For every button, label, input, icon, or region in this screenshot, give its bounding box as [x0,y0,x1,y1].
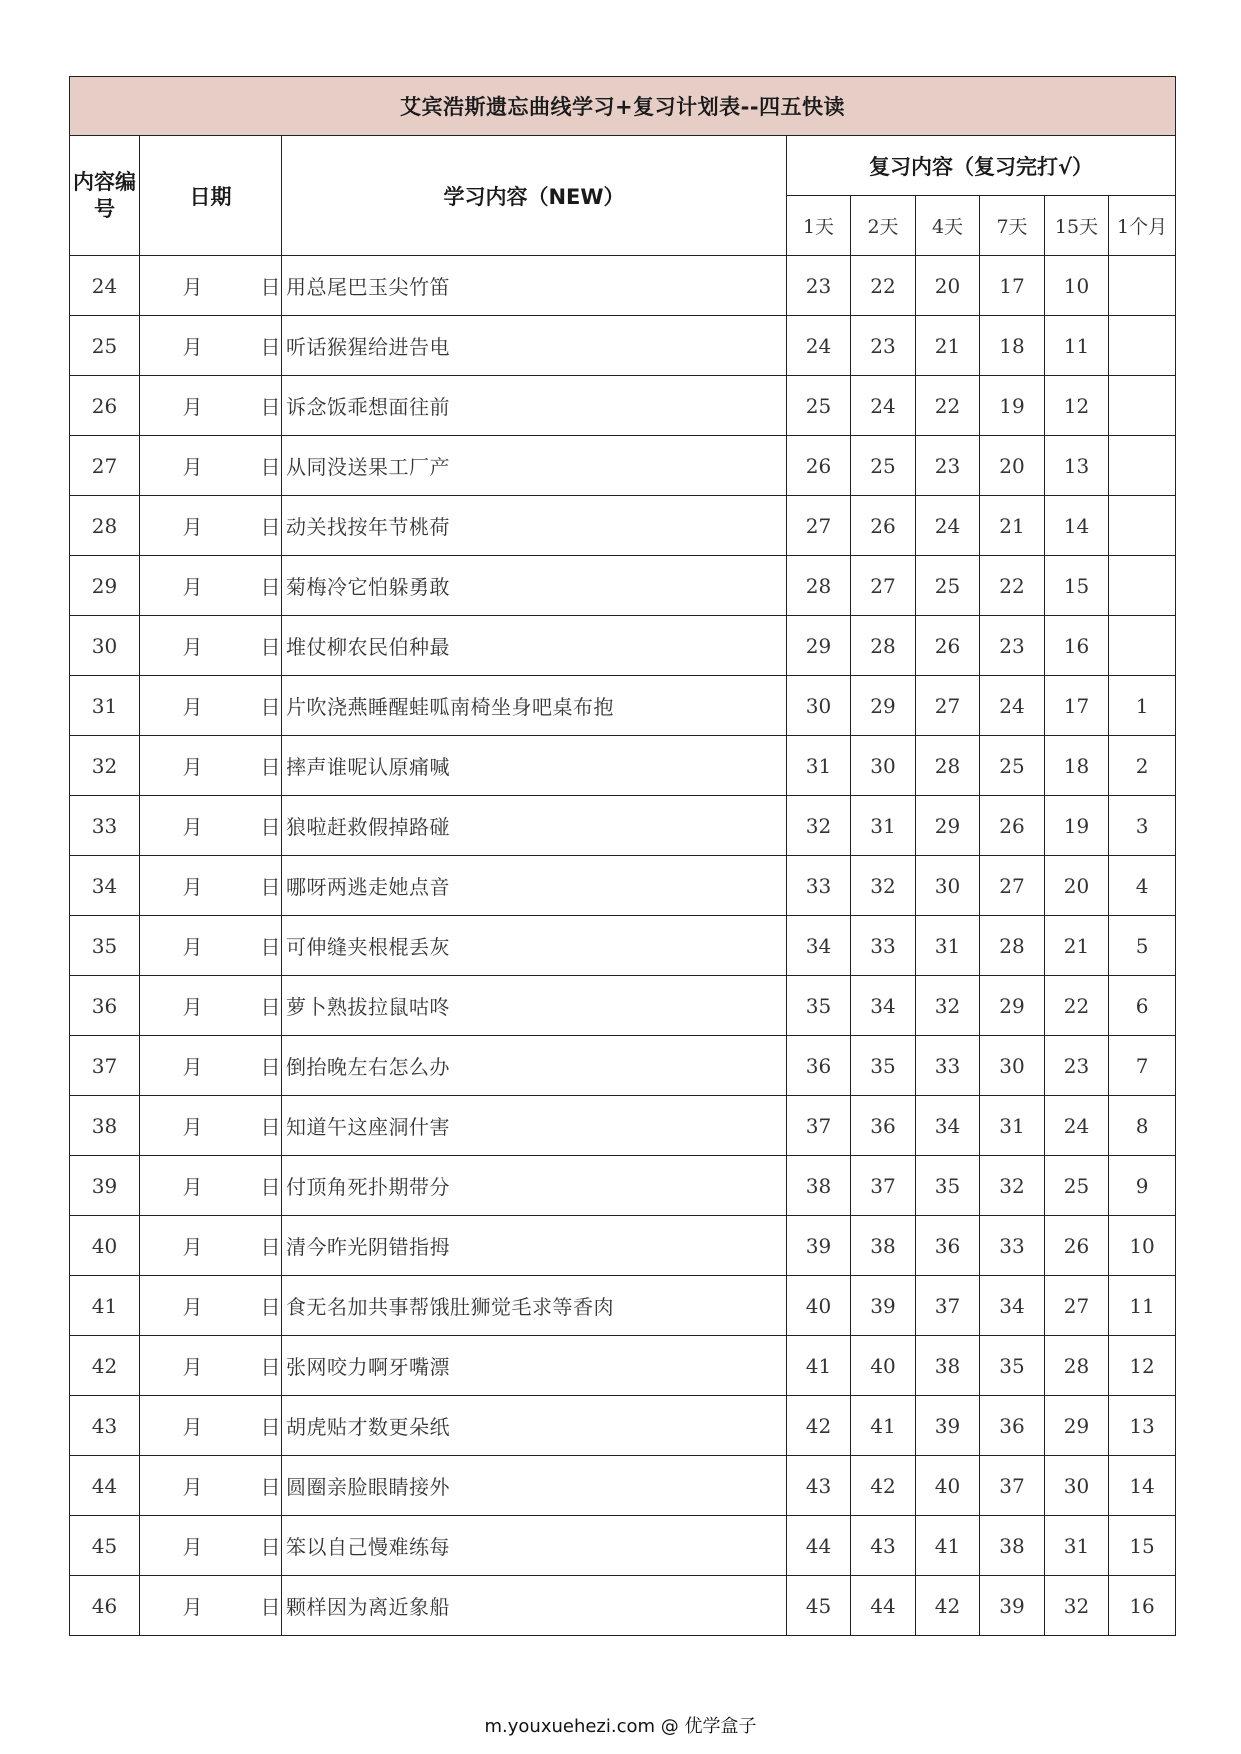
study-content-cell: 食无名加共事帮饿肚狮觉毛求等香肉 [282,1276,787,1336]
month-label: 月 [182,635,203,659]
review-cell[interactable]: 2 [1109,736,1176,796]
review-cell[interactable] [1109,616,1176,676]
day-label: 日 [260,875,281,899]
month-label: 月 [182,1055,203,1079]
date-cell[interactable] [140,436,282,496]
review-cell[interactable]: 23 [916,436,980,496]
review-cell[interactable]: 16 [1109,1576,1176,1636]
review-cell[interactable]: 15 [1109,1516,1176,1576]
review-cell[interactable]: 36 [916,1216,980,1276]
day-label: 日 [260,575,281,599]
date-cell[interactable] [140,496,282,556]
date-cell[interactable] [140,1456,282,1516]
review-cell[interactable]: 39 [916,1396,980,1456]
content-number-cell: 40 [70,1216,140,1276]
table-row [70,1156,1176,1216]
review-cell[interactable]: 38 [980,1516,1045,1576]
review-cell[interactable]: 40 [916,1456,980,1516]
review-cell[interactable]: 38 [851,1216,916,1276]
month-label: 月 [182,755,203,779]
review-cell[interactable]: 40 [851,1336,916,1396]
day-label: 日 [260,1115,281,1139]
review-cell[interactable]: 14 [1045,496,1109,556]
study-content-cell: 从同没送果工厂产 [282,436,787,496]
review-cell[interactable]: 25 [1045,1156,1109,1216]
content-number-cell: 37 [70,1036,140,1096]
table-row [70,1516,1176,1576]
date-cell[interactable] [140,1156,282,1216]
header-review-day: 2天 [851,196,916,256]
table-row [70,376,1176,436]
review-cell[interactable]: 37 [916,1276,980,1336]
content-number-cell: 39 [70,1156,140,1216]
review-cell[interactable]: 42 [787,1396,851,1456]
date-cell[interactable] [140,1036,282,1096]
review-cell[interactable]: 23 [787,256,851,316]
review-cell[interactable] [1109,496,1176,556]
date-cell[interactable] [140,556,282,616]
review-cell[interactable]: 43 [787,1456,851,1516]
day-label: 日 [260,995,281,1019]
review-cell[interactable]: 21 [1045,916,1109,976]
review-cell[interactable]: 26 [787,436,851,496]
month-label: 月 [182,1535,203,1559]
review-cell[interactable]: 30 [980,1036,1045,1096]
review-cell[interactable]: 30 [1045,1456,1109,1516]
study-content-cell: 萝卜熟拔拉鼠咕咚 [282,976,787,1036]
review-cell[interactable]: 31 [980,1096,1045,1156]
day-label: 日 [260,1415,281,1439]
content-number-cell: 32 [70,736,140,796]
review-cell[interactable]: 28 [916,736,980,796]
review-cell[interactable]: 24 [787,316,851,376]
review-cell[interactable]: 38 [916,1336,980,1396]
study-content-cell: 颗样因为离近象船 [282,1576,787,1636]
review-cell[interactable]: 6 [1109,976,1176,1036]
review-cell[interactable]: 1 [1109,676,1176,736]
month-label: 月 [182,275,203,299]
review-cell[interactable]: 33 [851,916,916,976]
table-row [70,1456,1176,1516]
month-label: 月 [182,815,203,839]
table-row [70,976,1176,1036]
review-cell[interactable]: 31 [916,916,980,976]
date-cell[interactable] [140,1096,282,1156]
day-label: 日 [260,635,281,659]
day-label: 日 [260,1295,281,1319]
study-content-cell: 付顶角死扑期带分 [282,1156,787,1216]
date-cell[interactable] [140,616,282,676]
review-cell[interactable]: 36 [787,1036,851,1096]
review-cell[interactable]: 23 [851,316,916,376]
date-cell[interactable] [140,376,282,436]
review-cell[interactable]: 31 [1045,1516,1109,1576]
study-content-cell: 菊梅冷它怕躲勇敢 [282,556,787,616]
study-content-cell: 狼啦赶救假掉路碰 [282,796,787,856]
study-content-cell: 片吹浇燕睡醒蛙呱南椅坐身吧桌布抱 [282,676,787,736]
review-cell[interactable]: 24 [980,676,1045,736]
review-cell[interactable]: 43 [851,1516,916,1576]
review-cell[interactable]: 27 [787,496,851,556]
review-cell[interactable]: 35 [916,1156,980,1216]
table-row [70,1396,1176,1456]
review-cell[interactable]: 13 [1109,1396,1176,1456]
table-title: 艾宾浩斯遗忘曲线学习+复习计划表--四五快读 [70,77,1176,136]
review-cell[interactable]: 40 [787,1276,851,1336]
review-cell[interactable]: 32 [1045,1576,1109,1636]
content-number-cell: 26 [70,376,140,436]
day-label: 日 [260,335,281,359]
month-label: 月 [182,575,203,599]
review-cell[interactable]: 11 [1045,316,1109,376]
day-label: 日 [260,515,281,539]
review-cell[interactable]: 22 [851,256,916,316]
month-label: 月 [182,1475,203,1499]
review-cell[interactable]: 22 [1045,976,1109,1036]
table-row [70,796,1176,856]
month-label: 月 [182,335,203,359]
day-label: 日 [260,1175,281,1199]
header-review-content: 复习内容（复习完打√） [787,136,1176,196]
review-cell[interactable]: 25 [980,736,1045,796]
table-row [70,1036,1176,1096]
month-label: 月 [182,1595,203,1619]
review-cell[interactable]: 35 [787,976,851,1036]
review-cell[interactable]: 42 [916,1576,980,1636]
review-cell[interactable]: 34 [787,916,851,976]
date-cell[interactable] [140,256,282,316]
review-cell[interactable]: 30 [851,736,916,796]
review-cell[interactable]: 32 [787,796,851,856]
review-cell[interactable]: 41 [787,1336,851,1396]
header-content-number: 内容编号 [70,136,140,256]
review-cell[interactable]: 27 [916,676,980,736]
month-label: 月 [182,515,203,539]
date-cell[interactable] [140,976,282,1036]
header-review-day: 4天 [916,196,980,256]
month-label: 月 [182,875,203,899]
header-date: 日期 [140,136,282,256]
header-review-day: 1天 [787,196,851,256]
review-cell[interactable]: 19 [980,376,1045,436]
table-row [70,496,1176,556]
review-cell[interactable]: 24 [916,496,980,556]
review-cell[interactable]: 34 [980,1276,1045,1336]
review-cell[interactable]: 29 [851,676,916,736]
table-row [70,1276,1176,1336]
review-cell[interactable]: 25 [916,556,980,616]
footer-source: m.youxuehezi.com @ 优学盒子 [484,1716,757,1737]
month-label: 月 [182,1115,203,1139]
month-label: 月 [182,1175,203,1199]
day-label: 日 [260,1055,281,1079]
content-number-cell: 41 [70,1276,140,1336]
review-cell[interactable]: 26 [980,796,1045,856]
table-body [70,256,1176,1636]
review-cell[interactable]: 34 [851,976,916,1036]
review-cell[interactable]: 25 [787,376,851,436]
content-number-cell: 33 [70,796,140,856]
content-number-cell: 34 [70,856,140,916]
review-cell[interactable]: 9 [1109,1156,1176,1216]
review-cell[interactable]: 29 [980,976,1045,1036]
review-cell[interactable]: 36 [851,1096,916,1156]
review-cell[interactable]: 30 [916,856,980,916]
date-cell[interactable] [140,1336,282,1396]
review-cell[interactable]: 15 [1045,556,1109,616]
day-label: 日 [260,695,281,719]
date-cell[interactable] [140,1216,282,1276]
review-cell[interactable]: 32 [980,1156,1045,1216]
review-cell[interactable]: 33 [916,1036,980,1096]
date-cell[interactable] [140,796,282,856]
review-cell[interactable]: 4 [1109,856,1176,916]
review-cell[interactable]: 18 [980,316,1045,376]
review-cell[interactable]: 24 [851,376,916,436]
review-cell[interactable]: 37 [851,1156,916,1216]
review-cell[interactable]: 38 [787,1156,851,1216]
review-cell[interactable]: 29 [787,616,851,676]
review-cell[interactable]: 39 [787,1216,851,1276]
review-cell[interactable]: 28 [980,916,1045,976]
review-cell[interactable]: 17 [980,256,1045,316]
month-label: 月 [182,1295,203,1319]
study-plan-table [69,76,1176,1636]
table-row [70,1096,1176,1156]
header-study-content: 学习内容（NEW） [282,136,787,256]
study-content-cell: 诉念饭乖想面往前 [282,376,787,436]
review-cell[interactable]: 26 [1045,1216,1109,1276]
table-row [70,676,1176,736]
review-cell[interactable]: 7 [1109,1036,1176,1096]
month-label: 月 [182,935,203,959]
date-cell[interactable] [140,316,282,376]
day-label: 日 [260,1235,281,1259]
review-cell[interactable]: 20 [1045,856,1109,916]
month-label: 月 [182,1415,203,1439]
review-cell[interactable]: 17 [1045,676,1109,736]
review-cell[interactable]: 28 [787,556,851,616]
study-content-cell: 用总尾巴玉尖竹笛 [282,256,787,316]
review-cell[interactable]: 25 [851,436,916,496]
review-cell[interactable]: 34 [916,1096,980,1156]
date-cell[interactable] [140,736,282,796]
review-cell[interactable] [1109,256,1176,316]
review-cell[interactable]: 22 [916,376,980,436]
review-cell[interactable]: 39 [980,1576,1045,1636]
content-number-cell: 24 [70,256,140,316]
table-row [70,436,1176,496]
review-cell[interactable]: 11 [1109,1276,1176,1336]
study-content-cell: 笨以自己慢难练每 [282,1516,787,1576]
date-cell[interactable] [140,1276,282,1336]
review-cell[interactable]: 27 [980,856,1045,916]
review-cell[interactable]: 30 [787,676,851,736]
review-cell[interactable]: 19 [1045,796,1109,856]
month-label: 月 [182,995,203,1019]
review-cell[interactable]: 20 [980,436,1045,496]
table-row [70,736,1176,796]
table-row [70,1216,1176,1276]
review-cell[interactable]: 13 [1045,436,1109,496]
header-review-day: 1个月 [1109,196,1176,256]
table-row [70,1336,1176,1396]
review-cell[interactable]: 14 [1109,1456,1176,1516]
content-number-cell: 36 [70,976,140,1036]
review-cell[interactable]: 44 [851,1576,916,1636]
review-cell[interactable]: 26 [916,616,980,676]
study-content-cell: 知道午这座洞什害 [282,1096,787,1156]
review-cell[interactable]: 35 [851,1036,916,1096]
review-cell[interactable]: 31 [851,796,916,856]
month-label: 月 [182,455,203,479]
review-cell[interactable]: 42 [851,1456,916,1516]
study-content-cell: 张网咬力啊牙嘴漂 [282,1336,787,1396]
review-cell[interactable]: 28 [1045,1336,1109,1396]
day-label: 日 [260,1475,281,1499]
day-label: 日 [260,1355,281,1379]
review-cell[interactable]: 36 [980,1396,1045,1456]
review-cell[interactable]: 33 [787,856,851,916]
review-cell[interactable]: 8 [1109,1096,1176,1156]
content-number-cell: 35 [70,916,140,976]
day-label: 日 [260,1535,281,1559]
review-cell[interactable]: 12 [1045,376,1109,436]
review-cell[interactable]: 28 [851,616,916,676]
content-number-cell: 38 [70,1096,140,1156]
content-number-cell: 31 [70,676,140,736]
date-cell[interactable] [140,1576,282,1636]
review-cell[interactable]: 41 [851,1396,916,1456]
review-cell[interactable]: 26 [851,496,916,556]
month-label: 月 [182,1235,203,1259]
review-cell[interactable]: 29 [1045,1396,1109,1456]
day-label: 日 [260,815,281,839]
review-cell[interactable]: 10 [1109,1216,1176,1276]
review-cell[interactable]: 5 [1109,916,1176,976]
review-cell[interactable]: 3 [1109,796,1176,856]
day-label: 日 [260,455,281,479]
review-cell[interactable]: 27 [1045,1276,1109,1336]
study-content-cell: 动关找按年节桃荷 [282,496,787,556]
study-content-cell: 胡虎贴才数更朵纸 [282,1396,787,1456]
review-cell[interactable]: 21 [916,316,980,376]
date-cell[interactable] [140,1516,282,1576]
table-row [70,916,1176,976]
review-cell[interactable] [1109,556,1176,616]
review-cell[interactable]: 23 [980,616,1045,676]
review-cell[interactable]: 20 [916,256,980,316]
content-number-cell: 25 [70,316,140,376]
study-content-cell: 倒抬晚左右怎么办 [282,1036,787,1096]
review-cell[interactable]: 45 [787,1576,851,1636]
table-row [70,856,1176,916]
review-cell[interactable]: 33 [980,1216,1045,1276]
day-label: 日 [260,1595,281,1619]
table-row [70,616,1176,676]
review-cell[interactable]: 21 [980,496,1045,556]
content-number-cell: 45 [70,1516,140,1576]
review-cell[interactable]: 39 [851,1276,916,1336]
study-content-cell: 圆圈亲脸眼睛接外 [282,1456,787,1516]
review-cell[interactable] [1109,436,1176,496]
study-content-cell: 堆仗柳农民伯种最 [282,616,787,676]
day-label: 日 [260,935,281,959]
content-number-cell: 28 [70,496,140,556]
review-cell[interactable]: 37 [980,1456,1045,1516]
review-cell[interactable]: 27 [851,556,916,616]
month-label: 月 [182,1355,203,1379]
table-row [70,316,1176,376]
date-cell[interactable] [140,676,282,736]
content-number-cell: 46 [70,1576,140,1636]
content-number-cell: 44 [70,1456,140,1516]
review-cell[interactable]: 22 [980,556,1045,616]
review-cell[interactable]: 12 [1109,1336,1176,1396]
day-label: 日 [260,275,281,299]
study-content-cell: 听话猴猩给进告电 [282,316,787,376]
review-cell[interactable]: 32 [851,856,916,916]
review-cell[interactable]: 32 [916,976,980,1036]
month-label: 月 [182,695,203,719]
review-cell[interactable]: 35 [980,1336,1045,1396]
study-content-cell: 摔声谁呢认原痛喊 [282,736,787,796]
date-cell[interactable] [140,916,282,976]
review-cell[interactable]: 18 [1045,736,1109,796]
content-number-cell: 27 [70,436,140,496]
review-cell[interactable]: 31 [787,736,851,796]
table-row [70,556,1176,616]
study-content-cell: 清今昨光阴错指拇 [282,1216,787,1276]
review-cell[interactable]: 29 [916,796,980,856]
day-label: 日 [260,755,281,779]
review-cell[interactable]: 41 [916,1516,980,1576]
study-plan-sheet [69,76,1175,1636]
date-cell[interactable] [140,1396,282,1456]
month-label: 月 [182,395,203,419]
content-number-cell: 30 [70,616,140,676]
study-content-cell: 可伸缝夹根棍丢灰 [282,916,787,976]
content-number-cell: 42 [70,1336,140,1396]
study-content-cell: 哪呀两逃走她点音 [282,856,787,916]
review-cell[interactable]: 37 [787,1096,851,1156]
header-review-day: 15天 [1045,196,1109,256]
header-review-day: 7天 [980,196,1045,256]
review-cell[interactable] [1109,376,1176,436]
table-row [70,256,1176,316]
review-cell[interactable]: 10 [1045,256,1109,316]
table-row [70,1576,1176,1636]
review-cell[interactable]: 44 [787,1516,851,1576]
content-number-cell: 29 [70,556,140,616]
day-label: 日 [260,395,281,419]
review-cell[interactable]: 23 [1045,1036,1109,1096]
date-cell[interactable] [140,856,282,916]
review-cell[interactable]: 16 [1045,616,1109,676]
review-cell[interactable]: 24 [1045,1096,1109,1156]
content-number-cell: 43 [70,1396,140,1456]
review-cell[interactable] [1109,316,1176,376]
